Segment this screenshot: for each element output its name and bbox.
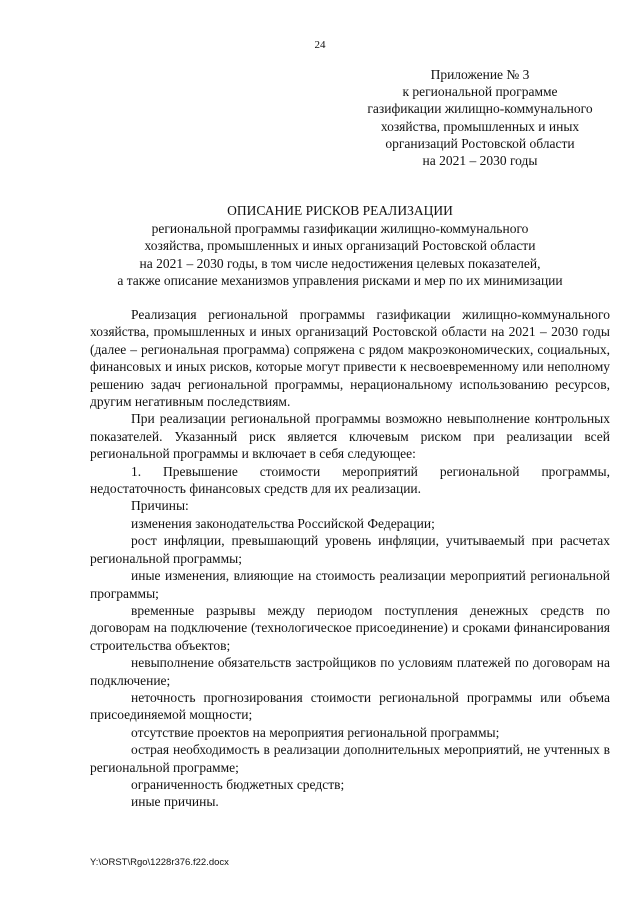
body-paragraph: невыполнение обязательств застройщиков по условиям платежей по договорам на подключение;	[90, 655, 610, 688]
body-paragraph: При реализации региональной программы возможно невыполнение контрольных показателей. Указанный риск является ключевым риском при реализации всей региональной программы и включает в себя следующее:	[90, 411, 610, 462]
body-paragraph: острая необходимость в реализации дополнительных мероприятий, не учтенных в региональной программе;	[90, 742, 610, 775]
heading-title: ОПИСАНИЕ РИСКОВ РЕАЛИЗАЦИИ	[227, 203, 453, 218]
body-paragraph: изменения законодательства Российской Федерации;	[131, 515, 435, 531]
body-paragraph: 1. Превышение стоимости мероприятий региональной программы, недостаточность финансовых средств для их реализации.	[90, 463, 610, 497]
body-paragraph: ограниченность бюджетных средств;	[131, 776, 345, 792]
body-paragraph: Реализация региональной программы газификации жилищно-коммунального хозяйства, промышленных и иных организаций Ростовской области на 2021 – 2030 годы (далее – региональная программа) сопряжена с рядом макроэкономических, социальных, финансовых и иных рисков, которые могут привести к несвоевременному или неполному решению задач региональной программы, нерациональному использованию ресурсов, другим негативным последствиям.	[90, 307, 610, 410]
appendix-line: хозяйства, промышленных и иных	[380, 118, 580, 134]
document-heading	[70, 202, 610, 290]
heading-line: а также описание механизмов управления рисками и мер по их минимизации	[117, 273, 563, 288]
body-paragraph: отсутствие проектов на мероприятия региональной программы;	[131, 724, 500, 740]
file-path-footer: Y:\ORST\Rgo\1228r376.f22.docx	[90, 857, 229, 868]
body-paragraph: неточность прогнозирования стоимости региональной программы или объема присоединяемой мощности;	[90, 689, 610, 723]
body-paragraph: рост инфляции, превышающий уровень инфляции, учитываемый при расчетах региональной программы;	[90, 533, 610, 566]
document-body	[90, 306, 610, 811]
appendix-line: Приложение № 3	[430, 67, 530, 82]
appendix-block	[330, 66, 630, 169]
page-number: 24	[314, 39, 326, 51]
heading-line: региональной программы газификации жилищно-коммунального	[151, 220, 529, 236]
appendix-line: организаций Ростовской области	[385, 135, 575, 151]
appendix-line: газификации жилищно-коммунального	[367, 101, 593, 117]
heading-line: на 2021 – 2030 годы, в том числе недостижения целевых показателей,	[139, 255, 541, 271]
body-paragraph: Причины:	[131, 498, 189, 514]
appendix-line: на 2021 – 2030 годы	[422, 153, 538, 169]
body-paragraph: временные разрывы между периодом поступления денежных средств по договорам на подключение (технологическое присоединение) и сроками финансирования строительства объектов;	[90, 602, 610, 653]
heading-line: хозяйства, промышленных и иных организаций Ростовской области	[144, 238, 536, 253]
body-paragraph: иные изменения, влияющие на стоимость реализации мероприятий региональной программы;	[90, 568, 610, 601]
body-paragraph: иные причины.	[131, 794, 219, 810]
appendix-line: к региональной программе	[402, 84, 558, 100]
